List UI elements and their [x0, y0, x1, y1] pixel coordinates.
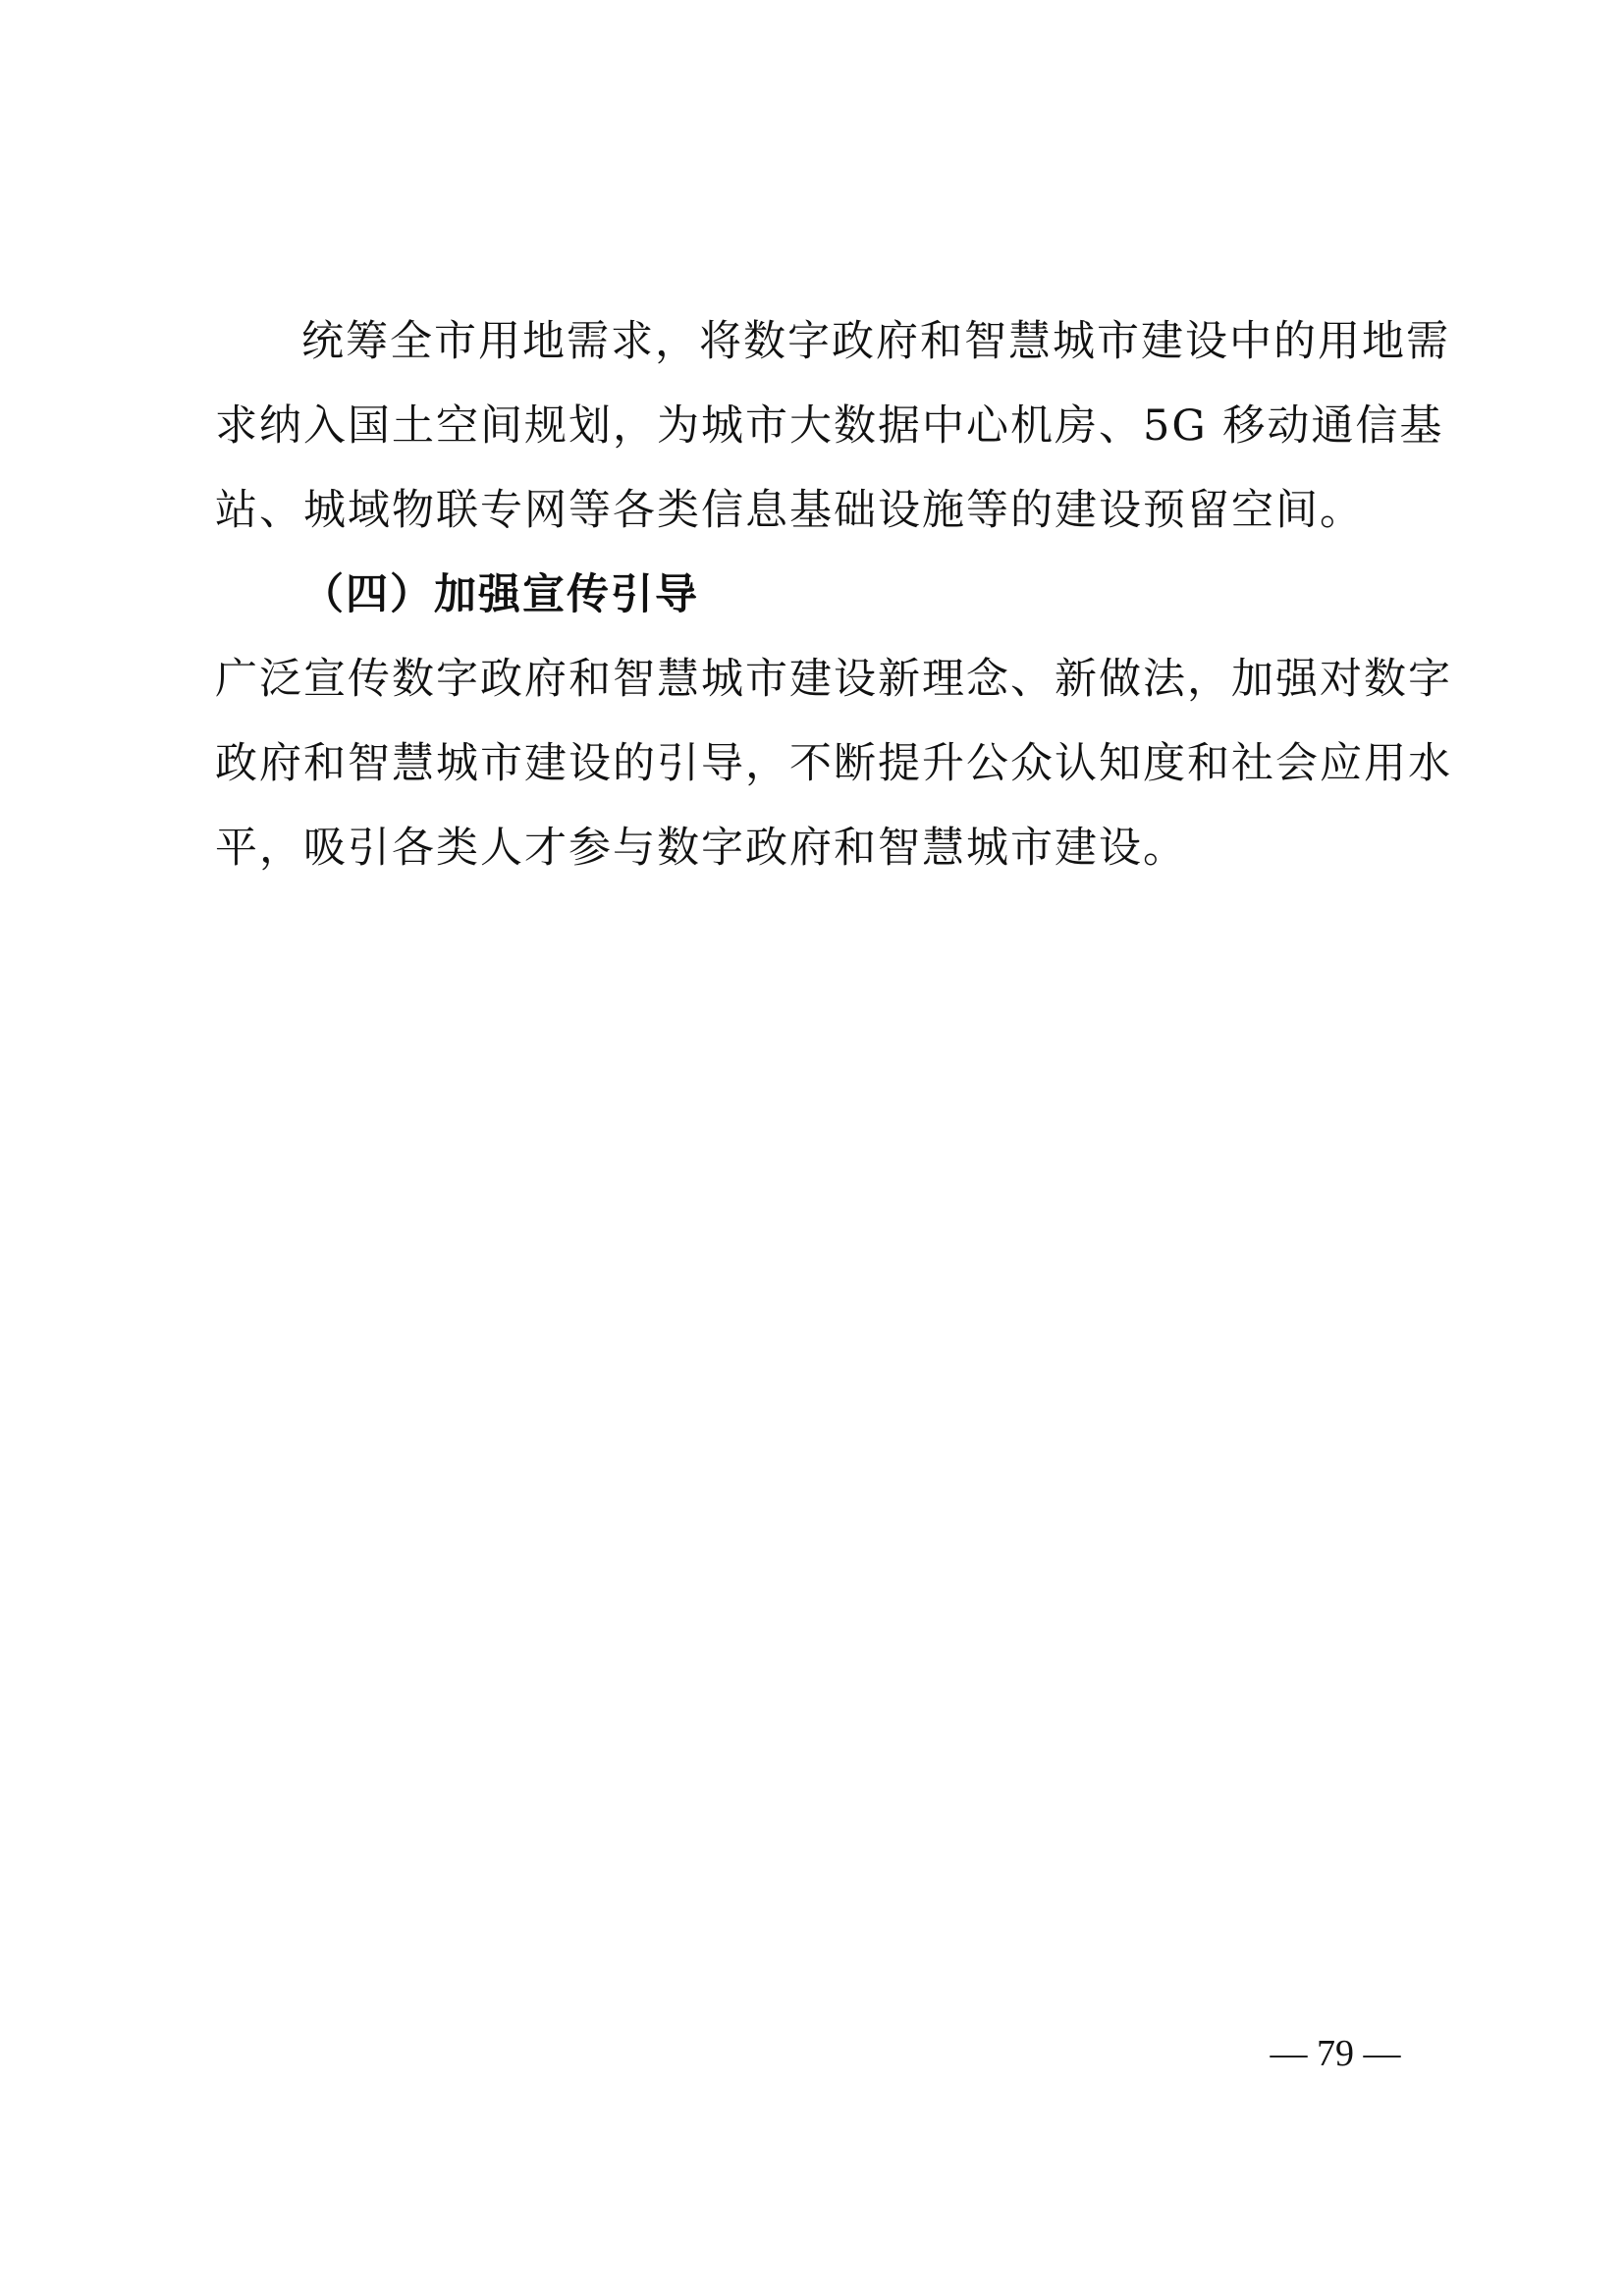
- document-body: [215, 299, 1452, 890]
- paragraph-2-line-1: 广泛宣传数字政府和智慧城市建设新理念、新做法，加强对数字: [215, 655, 1452, 704]
- paragraph-1-line-2: 求纳入国土空间规划，为城市大数据中心机房、5G 移动通信基: [215, 401, 1444, 451]
- paragraph-1-line-3: 站、城域物联专网等各类信息基础设施等的建设预留空间。: [215, 486, 1364, 535]
- paragraph-2-line-3: 平，吸引各类人才参与数字政府和智慧城市建设。: [215, 824, 1187, 873]
- paragraph-2-line-2: 政府和智慧城市建设的引导，不断提升公众认知度和社会应用水: [215, 739, 1452, 788]
- page-number: — 79 —: [1270, 2033, 1401, 2074]
- paragraph-1-line-1: 统筹全市用地需求，将数字政府和智慧城市建设中的用地需: [301, 317, 1450, 366]
- section-heading: （四）加强宣传引导: [301, 570, 699, 619]
